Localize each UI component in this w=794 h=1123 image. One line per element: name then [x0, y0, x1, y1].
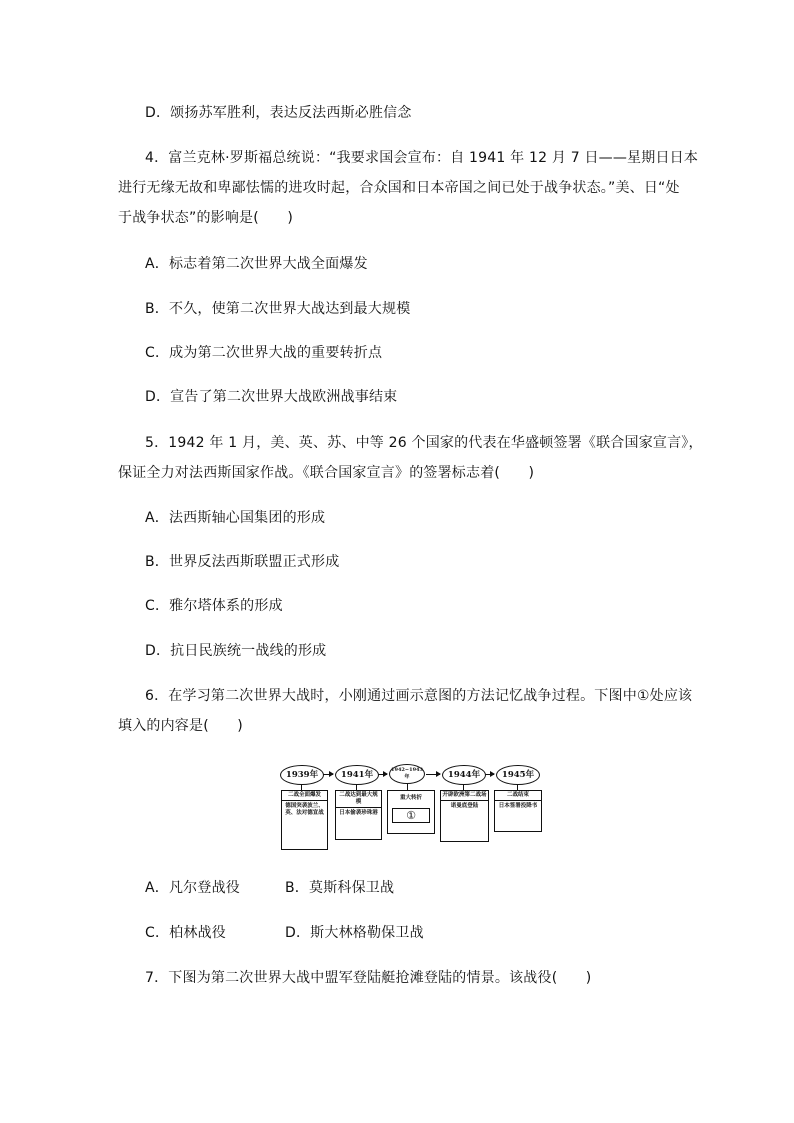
q4-option-c: C．成为第二次世界大战的重要转折点: [145, 345, 383, 361]
q5-option-d: D．抗日民族统一战线的形成: [145, 643, 327, 659]
q4-stem-line1: 4．富兰克林·罗斯福总统说：“我要求国会宣布：自 1941 年 12 月 7 日——星期日日本: [145, 150, 699, 166]
q6-option-d: D．斯大林格勒保卫战: [285, 925, 424, 941]
q5-stem-line2: 保证全力对法西斯国家作战。《联合国家宣言》的签署标志着( ): [118, 465, 535, 481]
q4-stem-line3: 于战争状态”的影响是( ): [118, 210, 293, 226]
timeline-arrow: [485, 774, 494, 775]
timeline-event-1939: [281, 790, 328, 850]
timeline-arrow: [378, 774, 387, 775]
q5-option-b: B．世界反法西斯联盟正式形成: [145, 554, 340, 570]
timeline-arrow: [323, 774, 333, 775]
q6-stem-line1: 6．在学习第二次世界大战时，小刚通过画示意图的方法记忆战争过程。下图中①处应该: [145, 688, 693, 704]
timeline-year-1944: 1944年: [442, 765, 486, 785]
q6-option-b: B．莫斯科保卫战: [285, 880, 395, 896]
event-title: 二战结束: [495, 791, 541, 801]
q3-option-d: D．颂扬苏军胜利，表达反法西斯必胜信念: [145, 105, 412, 121]
event-detail: 日本偷袭珍珠港: [339, 810, 378, 816]
q5-option-a: A．法西斯轴心国集团的形成: [145, 510, 326, 526]
event-detail: 诺曼底登陆: [450, 803, 479, 809]
q6-option-c: C．柏林战役: [145, 925, 226, 941]
q6-option-a: A．凡尔登战役: [145, 880, 240, 896]
timeline-year-1942-1943: 1942~1943年: [389, 764, 425, 784]
event-detail: 德国突袭波兰、英、法对德宣战: [285, 803, 324, 816]
q6-stem-line2: 填入的内容是( ): [118, 718, 243, 734]
q4-stem-line2: 进行无缘无故和卑鄙怯懦的进攻时起，合众国和日本帝国之间已处于战争状态。”美、日“处: [118, 180, 680, 196]
timeline-year-1945: 1945年: [496, 765, 540, 785]
timeline-year-1939: 1939年: [280, 765, 324, 785]
event-detail: 日本签署投降书: [498, 803, 538, 809]
event-title: 重大转折: [399, 795, 422, 801]
q6-timeline-diagram: [280, 762, 542, 852]
q4-option-a: A．标志着第二次世界大战全面爆发: [145, 256, 368, 272]
timeline-event-1944: [440, 790, 489, 842]
q5-stem-line1: 5．1942 年 1 月，美、英、苏、中等 26 个国家的代表在华盛顿签署《联合国家宣言》，: [145, 435, 703, 451]
timeline-year-1941: 1941年: [335, 765, 379, 785]
q7-stem-line1: 7．下图为第二次世界大战中盟军登陆艇抢滩登陆的情景。该战役( ): [145, 970, 592, 986]
timeline-arrow: [426, 774, 440, 775]
q5-option-c: C．雅尔塔体系的形成: [145, 598, 283, 614]
blank-answer-slot: ①: [392, 808, 430, 823]
timeline-event-1941: [335, 790, 382, 840]
timeline-event-1942-1943: [387, 790, 435, 834]
q4-option-d: D．宣告了第二次世界大战欧洲战事结束: [145, 389, 398, 405]
event-title: 二战达到最大规模: [336, 791, 381, 808]
timeline-event-1945: [494, 790, 542, 832]
event-title: 开辟欧洲第二战场: [441, 791, 488, 801]
event-title: 二战全面爆发: [282, 791, 327, 801]
q4-option-b: B．不久，使第二次世界大战达到最大规模: [145, 301, 411, 317]
